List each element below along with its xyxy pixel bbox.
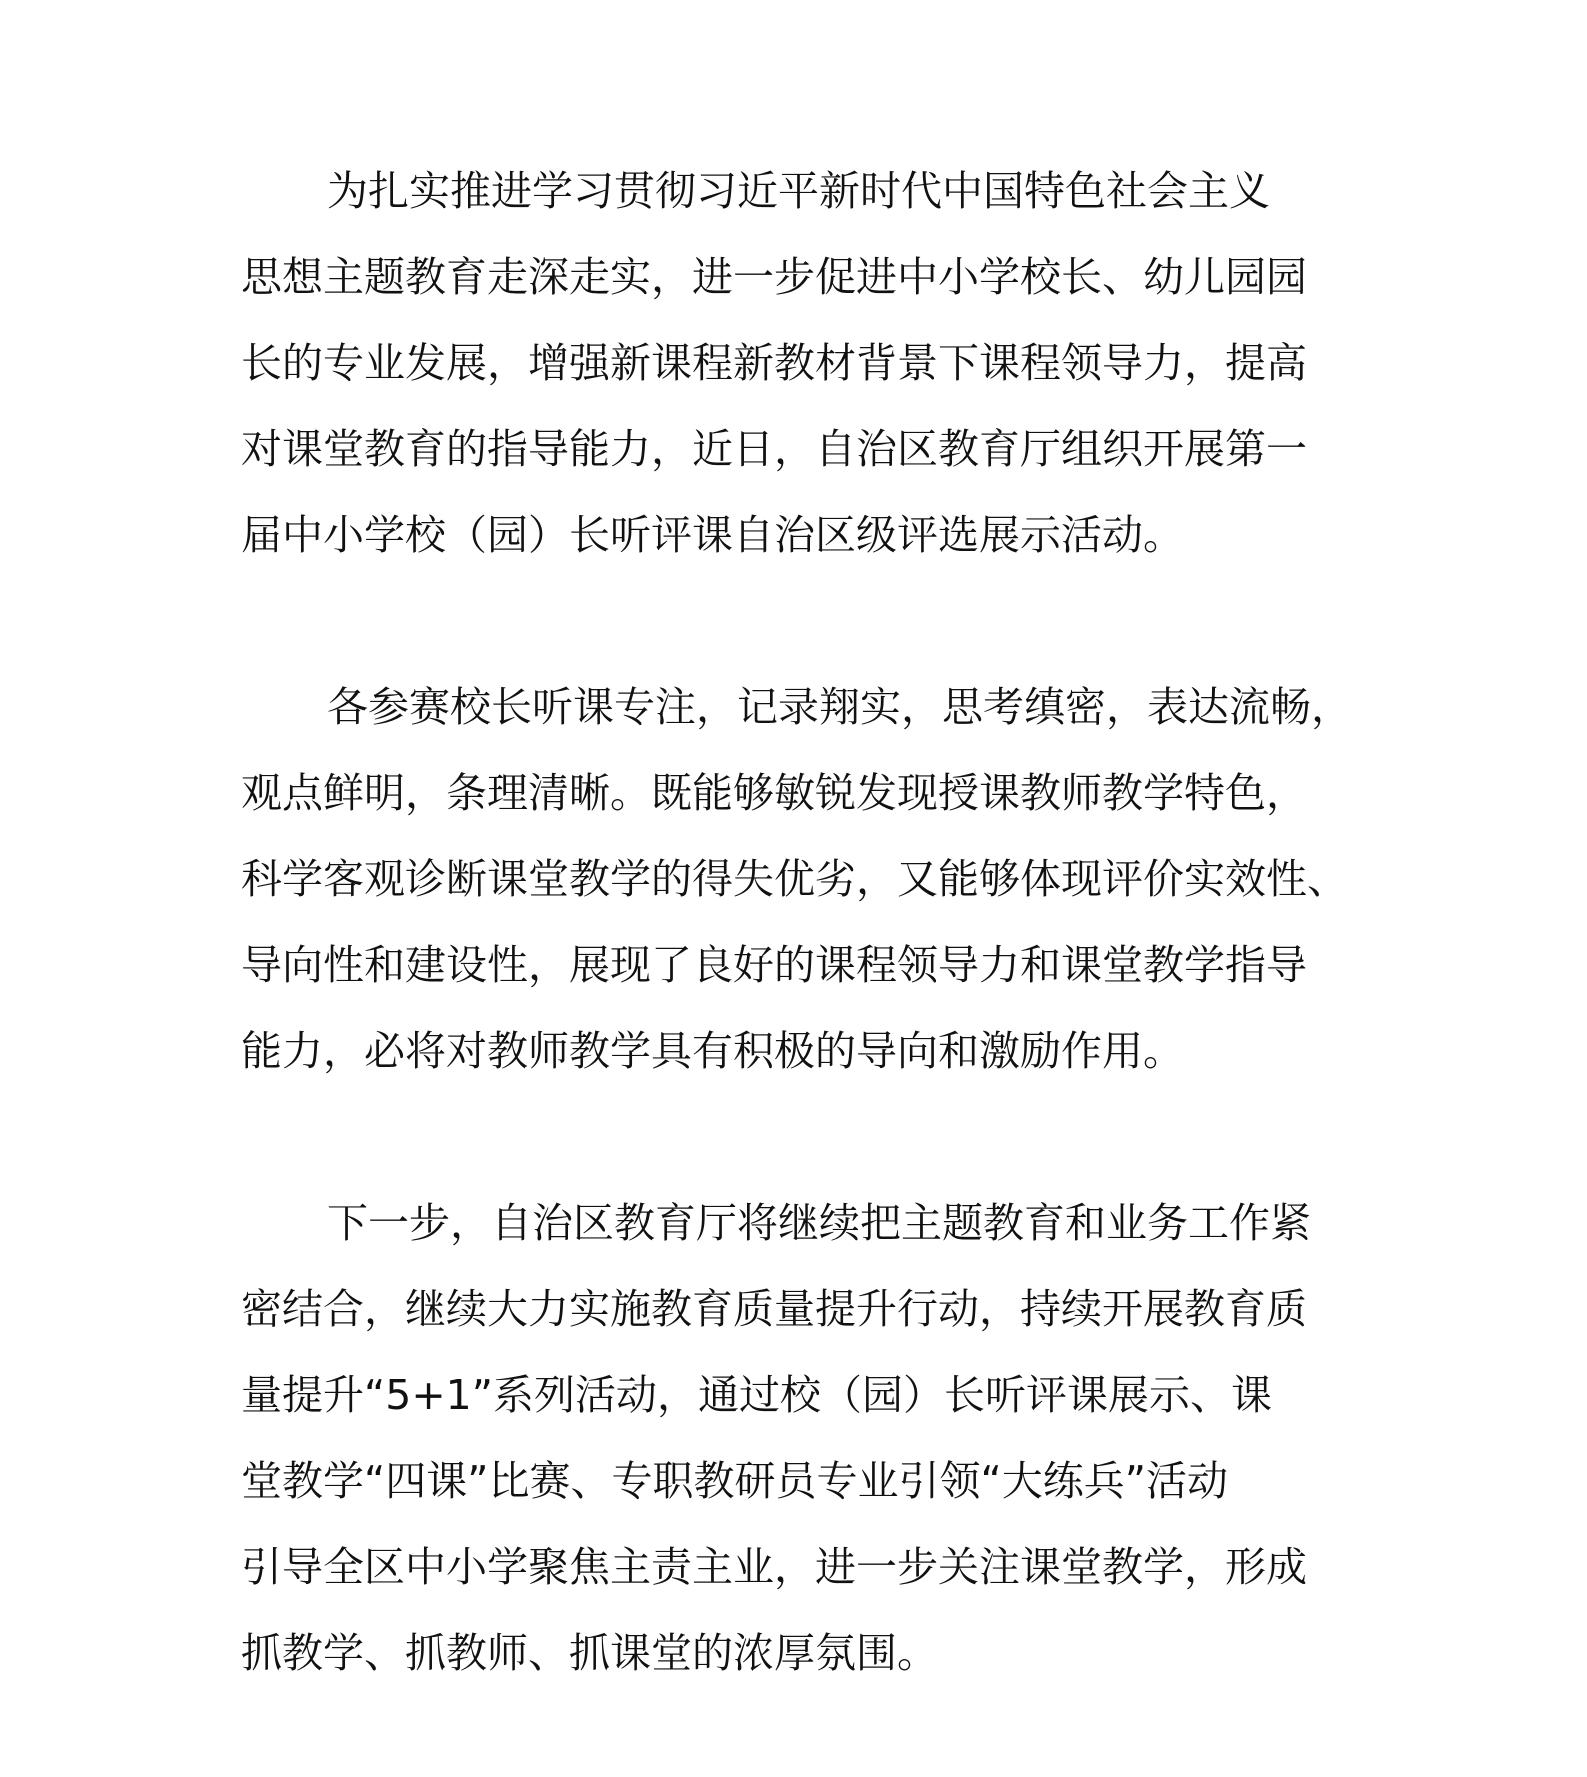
paragraph-2 — [241, 664, 1361, 1094]
paragraph-1 — [241, 148, 1361, 578]
paragraph-line: 抓教学、抓教师、抓课堂的浓厚氛围。 — [241, 1629, 938, 1677]
paragraph-line: 导向性和建设性，展现了良好的课程领导力和课堂教学指导 — [241, 941, 1307, 989]
document-body — [241, 148, 1361, 1696]
paragraph-line: 各参赛校长听课专注，记录翔实，思考缜密，表达流畅， — [327, 683, 1352, 731]
paragraph-line: 对课堂教育的指导能力，近日，自治区教育厅组织开展第一 — [241, 425, 1307, 473]
paragraph-line: 思想主题教育走深走实，进一步促进中小学校长、幼儿园园 — [241, 253, 1307, 301]
paragraph-line: 科学客观诊断课堂教学的得失优劣，又能够体现评价实效性、 — [241, 855, 1348, 903]
paragraph-line: 观点鲜明，条理清晰。既能够敏锐发现授课教师教学特色， — [241, 769, 1307, 817]
paragraph-line: 能力，必将对教师教学具有积极的导向和激励作用。 — [241, 1027, 1184, 1075]
paragraph-line: 长的专业发展，增强新课程新教材背景下课程领导力，提高 — [241, 339, 1307, 387]
paragraph-line: 堂教学“四课”比赛、专职教研员专业引领“大练兵”活动 — [241, 1457, 1228, 1505]
paragraph-line: 量提升“5+1”系列活动，通过校（园）长听评课展示、课 — [241, 1371, 1273, 1419]
paragraph-line: 届中小学校（园）长听评课自治区级评选展示活动。 — [241, 511, 1184, 559]
paragraph-line: 引导全区中小学聚焦主责主业，进一步关注课堂教学，形成 — [241, 1543, 1307, 1591]
paragraph-3 — [241, 1180, 1361, 1696]
paragraph-line: 为扎实推进学习贯彻习近平新时代中国特色社会主义 — [327, 167, 1270, 215]
paragraph-line: 下一步，自治区教育厅将继续把主题教育和业务工作紧 — [327, 1199, 1311, 1247]
paragraph-line: 密结合，继续大力实施教育质量提升行动，持续开展教育质 — [241, 1285, 1307, 1333]
